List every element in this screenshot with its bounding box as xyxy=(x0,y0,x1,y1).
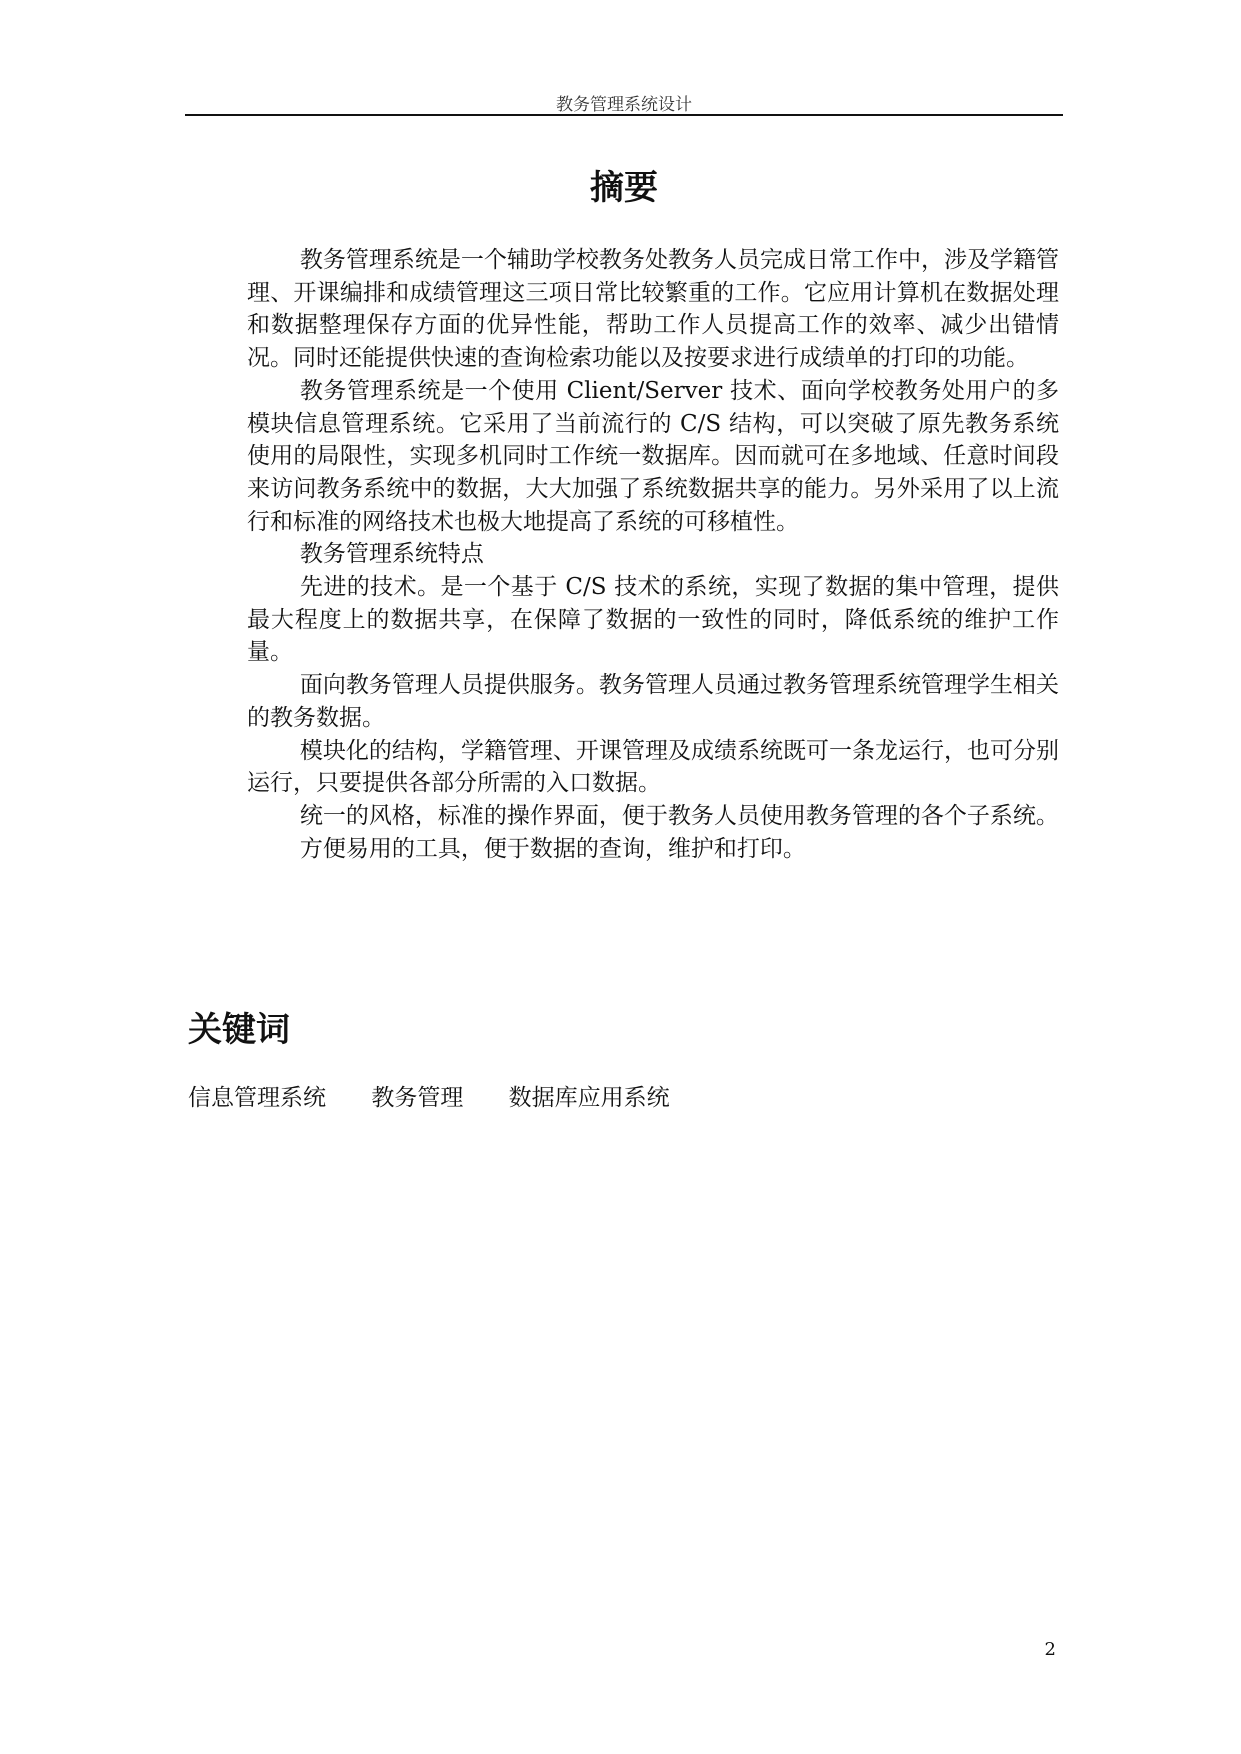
running-header: 教务管理系统设计 xyxy=(556,95,692,115)
abstract-paragraph: 教务管理系统是一个使用 Client/Server 技术、面向学校教务处用户的多模块信息管理系统。它采用了当前流行的 C/S 结构，可以突破了原先教务系统使用的局限性，实现多机同时工作统一数据库。因而就可在多地域、任意时间段来访问教务系统中的数据，大大加强了系统数据共享的能力。另外采用了以上流行和标准的网络技术也极大地提高了系统的可移植性。 xyxy=(247,377,1059,535)
keyword-item: 教务管理 xyxy=(371,1085,464,1111)
keyword-item: 信息管理系统 xyxy=(188,1085,326,1111)
abstract-paragraph: 面向教务管理人员提供服务。教务管理人员通过教务管理系统管理学生相关的教务数据。 xyxy=(247,672,1059,731)
abstract-paragraph: 先进的技术。是一个基于 C/S 技术的系统，实现了数据的集中管理，提供最大程度上的数据共享，在保障了数据的一致性的同时，降低系统的维护工作量。 xyxy=(247,574,1059,666)
abstract-paragraph: 教务管理系统是一个辅助学校教务处教务人员完成日常工作中，涉及学籍管理、开课编排和成绩管理这三项日常比较繁重的工作。它应用计算机在数据处理和数据整理保存方面的优异性能，帮助工作人员提高工作的效率、减少出错情况。同时还能提供快速的查询检索功能以及按要求进行成绩单的打印的功能。 xyxy=(247,247,1059,372)
keywords-heading: 关键词 xyxy=(188,1010,290,1050)
keyword-item: 数据库应用系统 xyxy=(508,1085,670,1111)
abstract-paragraph: 教务管理系统特点 xyxy=(299,541,484,568)
abstract-heading: 摘要 xyxy=(590,168,658,208)
header-rule xyxy=(185,114,1063,116)
abstract-paragraph: 方便易用的工具，便于数据的查询，维护和打印。 xyxy=(299,835,806,862)
keywords-list xyxy=(188,1082,708,1114)
abstract-paragraph: 模块化的结构，学籍管理、开课管理及成绩系统既可一条龙运行，也可分别运行，只要提供各部分所需的入口数据。 xyxy=(247,737,1059,797)
abstract-body xyxy=(247,244,1059,865)
page-number: 2 xyxy=(1044,1639,1056,1660)
abstract-paragraph: 统一的风格，标准的操作界面，便于教务人员使用教务管理的各个子系统。 xyxy=(299,802,1059,829)
